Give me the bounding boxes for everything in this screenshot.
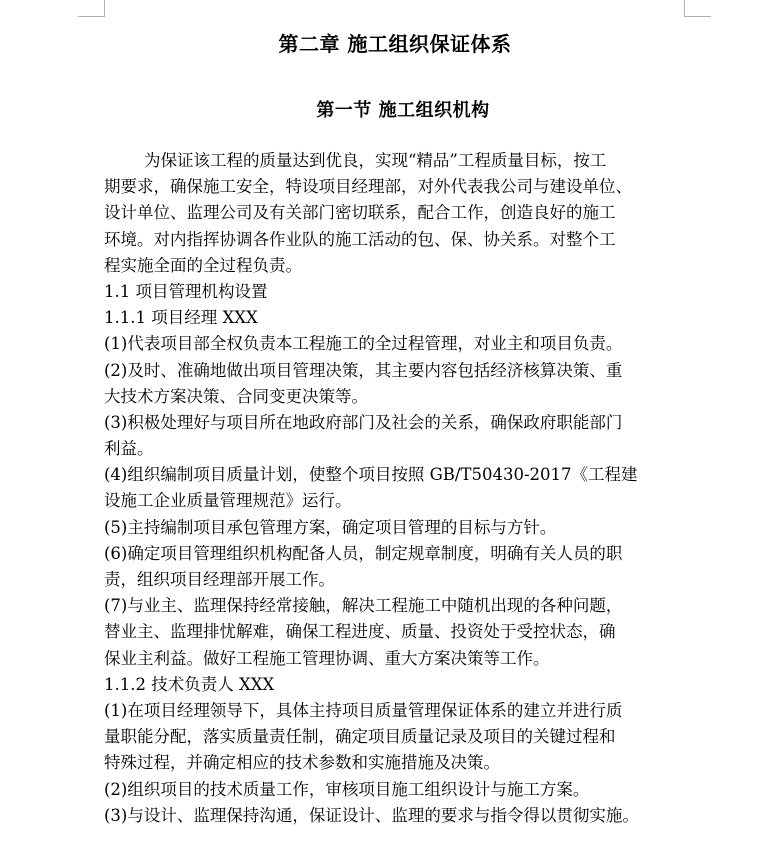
margin-corner-mark-top-right — [684, 0, 711, 17]
body-line: (2)组织项目的技术质量工作，审核项目施工组织设计与施工方案。 — [104, 779, 590, 799]
heading-1-1-2: 1.1.2 技术负责人 XXX — [104, 674, 275, 694]
body-line: 保业主利益。做好工程施工管理协调、重大方案决策等工作。 — [104, 648, 550, 668]
body-line: (6)确定项目管理组织机构配备人员，制定规章制度，明确有关人员的职 — [104, 543, 623, 563]
body-line: 责，组织项目经理部开展工作。 — [104, 570, 335, 589]
body-line: (2)及时、准确地做出项目管理决策，其主要内容包括经济核算决策、重 — [104, 360, 623, 380]
body-line: (3)与设计、监理保持沟通，保证设计、监理的要求与指令得以贯彻实施。 — [104, 805, 639, 825]
body-line: 期要求，确保施工安全，特设项目经理部，对外代表我公司与建设单位、 — [104, 177, 632, 197]
body-line: 量职能分配，落实质量责任制，确定项目质量记录及项目的关键过程和 — [104, 727, 616, 747]
margin-corner-mark-top-left — [78, 0, 105, 17]
body-line: (5)主持编制项目承包管理方案，确定项目管理的目标与方针。 — [104, 517, 557, 537]
body-line: 设计单位、监理公司及有关部门密切联系，配合工作，创造良好的施工 — [104, 203, 616, 223]
body-line: 替业主、监理排忧解难，确保工程进度、质量、投资处于受控状态，确 — [104, 622, 616, 642]
body-line: (1)在项目经理领导下，具体主持项目质量管理保证体系的建立并进行质 — [104, 700, 623, 720]
section-title: 第一节 施工组织机构 — [316, 100, 490, 121]
chapter-title: 第二章 施工组织保证体系 — [278, 32, 512, 56]
body-line: 为保证该工程的质量达到优良，实现“精品”工程质量目标，按工 — [144, 151, 607, 170]
body-line: (1)代表项目部全权负责本工程施工的全过程管理，对业主和项目负责。 — [104, 334, 623, 354]
body-line: (7)与业主、监理保持经常接触，解决工程施工中随机出现的各种问题， — [104, 596, 623, 616]
heading-1-1-1: 1.1.1 项目经理 XXX — [104, 308, 258, 328]
body-line: 设施工企业质量管理规范》运行。 — [104, 491, 352, 511]
body-line: 特殊过程，并确定相应的技术参数和实施措施及决策。 — [104, 753, 500, 773]
heading-1-1: 1.1 项目管理机构设置 — [104, 281, 268, 301]
body-line: 利益。 — [104, 439, 154, 459]
body-line: 环境。对内指挥协调各作业队的施工活动的包、保、协关系。对整个工 — [104, 229, 616, 249]
body-line: (3)积极处理好与项目所在地政府部门及社会的关系，确保政府职能部门 — [104, 412, 623, 432]
body-line: (4)组织编制项目质量计划，使整个项目按照 GB/T50430-2017《工程建 — [104, 465, 638, 485]
body-line: 大技术方案决策、合同变更决策等。 — [104, 386, 368, 406]
body-line: 程实施全面的全过程负责。 — [104, 255, 302, 275]
document-body — [104, 148, 688, 829]
